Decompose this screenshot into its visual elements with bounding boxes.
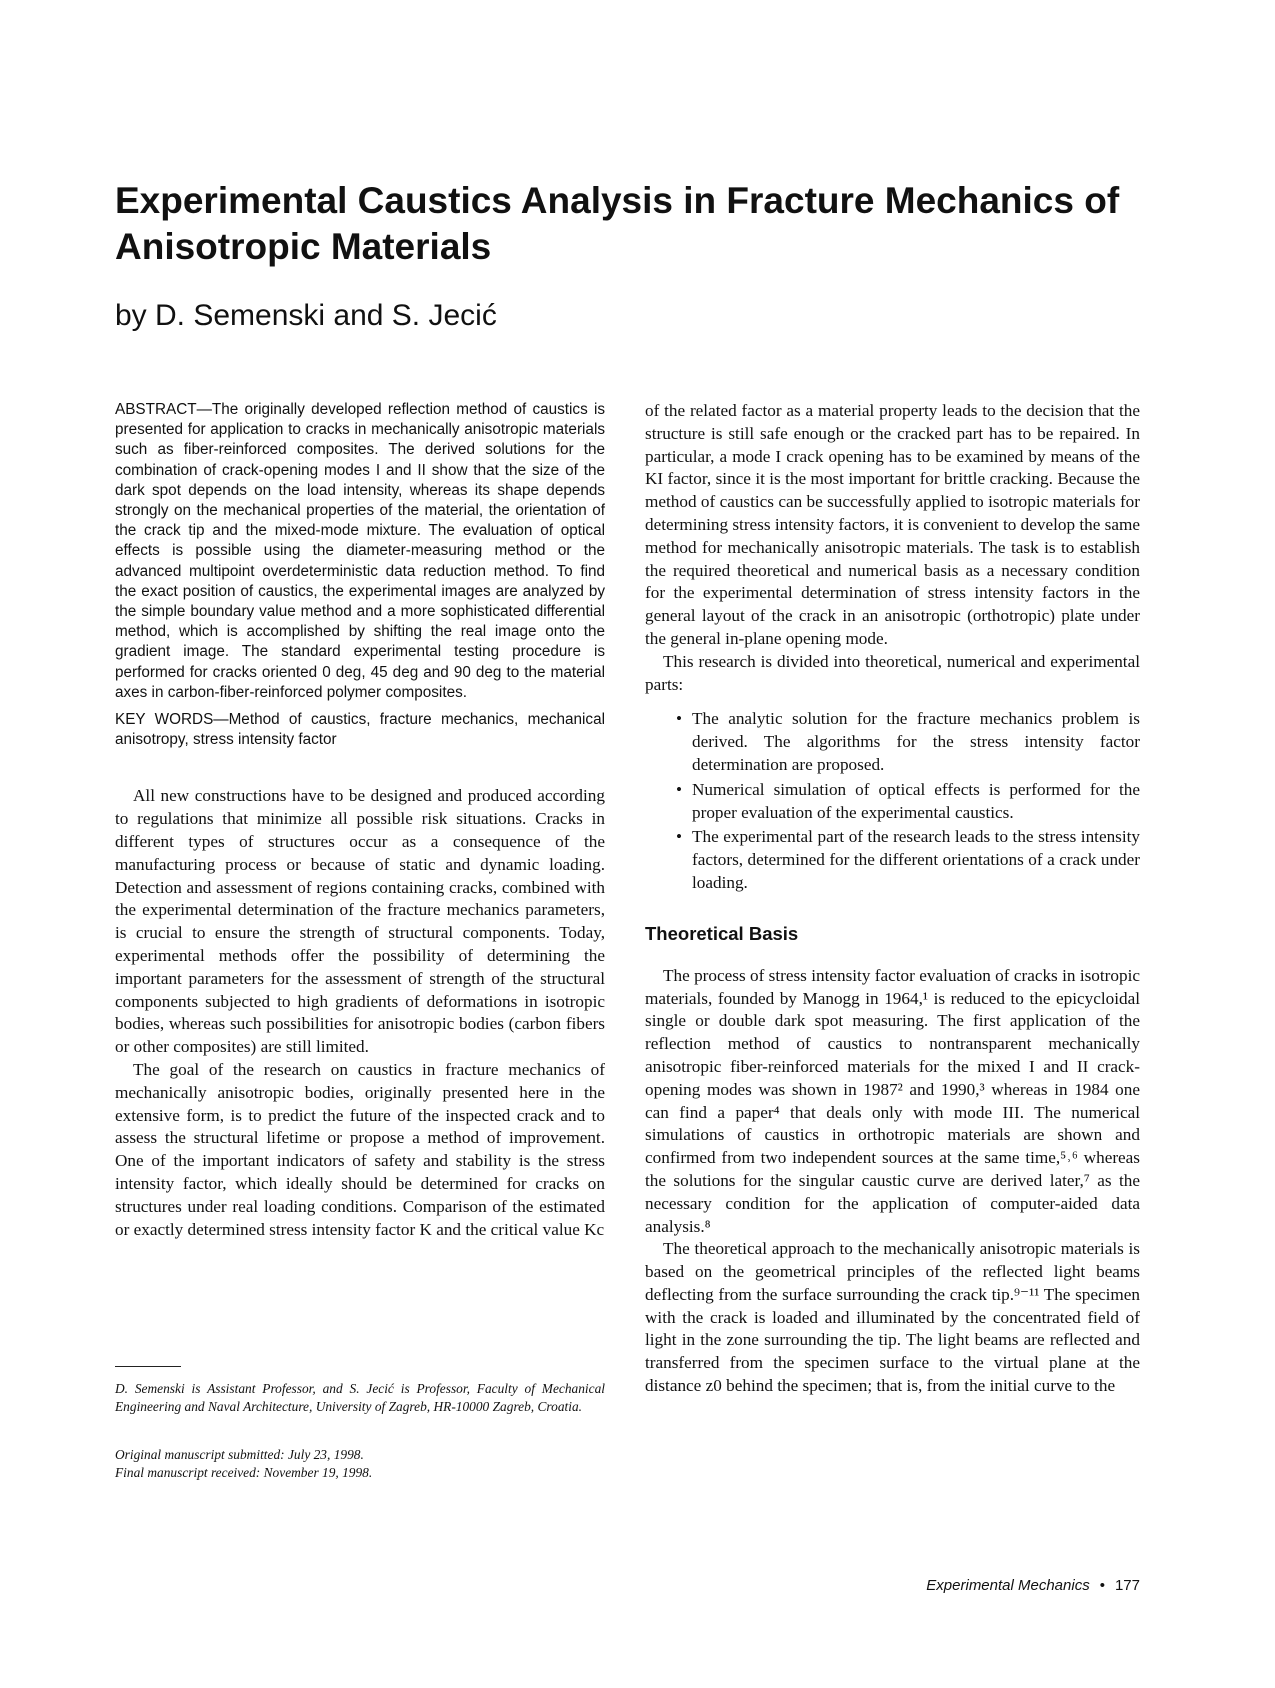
section-heading: Theoretical Basis (645, 922, 799, 944)
author-affiliation-footnote: D. Semenski is Assistant Professor, and S. Jecić is Professor, Faculty of Mechanical Engineering and Naval Architecture, University of Zagreb, HR-10000 Zagreb, Croatia. (115, 1381, 605, 1415)
body-paragraph: All new constructions have to be designed and produced according to regulations that minimize all possible risk situations. Cracks in different types of structures occur as a consequence of the manufacturing process or because of static and dynamic loading. Detection and assessment of regions containing cracks, combined with the experimental determination of the fracture mechanics parameters, is crucial to ensure the strength of structural components. Today, experimental methods offer the possibility of determining the important parameters for the assessment of strength of the structural components subjected to high gradients of deformations in isotropic bodies, whereas such possibilities for anisotropic bodies (carbon fibers or other composites) are still limited. (115, 786, 605, 1057)
footnote-divider (115, 1366, 181, 1367)
bullet-icon: • (676, 709, 683, 729)
list-item (676, 779, 1140, 825)
right-column (645, 400, 1140, 1398)
journal-name: Experimental Mechanics (926, 1577, 1090, 1594)
submitted-date: Original manuscript submitted: July 23, 1998. (115, 1447, 364, 1462)
list-item-text: Numerical simulation of optical effects is performed for the proper evaluation of the experimental caustics. (692, 779, 1140, 822)
page-number: 177 (1114, 1577, 1140, 1594)
bullet-icon: • (676, 827, 683, 847)
body-paragraph: The process of stress intensity factor evaluation of cracks in isotropic materials, founded by Manogg in 1964,¹ is reduced to the epicycloidal single or double dark spot measuring. The first application of the reflection method of caustics to nontransparent mechanically anisotropic fiber-reinforced materials for the mixed I and II crack-opening modes was shown in 1987² and 1990,³ whereas in 1984 one can find a paper⁴ that deals only with mode III. The numerical simulations of caustics in orthotropic materials are shown and confirmed from two independent sources at the same time,⁵˒⁶ whereas the solutions for the singular caustic curve are derived later,⁷ as the necessary condition for the application of computer-aided data analysis.⁸ (645, 965, 1140, 1236)
bullet-icon: • (676, 779, 683, 799)
list-item (676, 708, 1140, 776)
list-item (676, 826, 1140, 894)
body-paragraph: The goal of the research on caustics in fracture mechanics of mechanically anisotropic bodies, originally presented here in the extensive form, is to predict the future of the inspected crack and to assess the structural lifetime or propose a method of improvement. One of the important indicators of safety and stability is the stress intensity factor, which ideally should be determined for cracks on structures under real loading conditions. Comparison of the estimated or exactly determined stress intensity factor K and the critical value Kc (115, 1060, 605, 1239)
list-item-text: The experimental part of the research leads to the stress intensity factors, determined for the different orientations of a crack under loading. (692, 827, 1140, 892)
received-date: Final manuscript received: November 19, 1998. (115, 1465, 373, 1481)
page-footer (926, 1577, 1140, 1594)
list-item-text: The analytic solution for the fracture mechanics problem is derived. The algorithms for the stress intensity factor determination are proposed. (692, 709, 1140, 774)
footer-separator: • (1099, 1577, 1105, 1594)
manuscript-dates-footnote (115, 1446, 605, 1483)
research-parts-list (645, 708, 1140, 894)
body-paragraph: This research is divided into theoretical, numerical and experimental parts: (645, 651, 1140, 694)
left-column (115, 400, 605, 1241)
abstract: ABSTRACT—The originally developed reflection method of caustics is presented for application to cracks in mechanically anisotropic materials such as fiber-reinforced composites. The derived solutions for the combination of crack-opening modes I and II show that the size of the dark spot depends on the load intensity, whereas its shape depends strongly on the mechanical properties of the material, the orientation of the crack tip and the mixed-mode mixture. The evaluation of optical effects is possible using the diameter-measuring method or the advanced multipoint overdeterministic data reduction method. To find the exact position of caustics, the experimental images are analyzed by the simple boundary value method and a more sophisticated differential method, which is accomplished by shifting the real image onto the gradient image. The standard experimental testing procedure is performed for cracks oriented 0 deg, 45 deg and 90 deg to the material axes in carbon-fiber-reinforced polymer composites. (115, 401, 605, 701)
key-words: KEY WORDS—Method of caustics, fracture mechanics, mechanical anisotropy, stress intensity factor (115, 711, 605, 749)
body-paragraph: The theoretical approach to the mechanically anisotropic materials is based on the geometrical principles of the reflected light beams deflecting from the surface surrounding the crack tip.⁹⁻¹¹ The specimen with the crack is loaded and illuminated by the concentrated field of light in the zone surrounding the tip. The light beams are reflected and transferred from the specimen surface to the virtual plane at the distance z0 behind the specimen; that is, from the initial curve to the (645, 1239, 1140, 1396)
article-title: Experimental Caustics Analysis in Fracture Mechanics of Anisotropic Materials (115, 180, 1120, 267)
author-byline: by D. Semenski and S. Jecić (115, 299, 497, 332)
body-paragraph: of the related factor as a material property leads to the decision that the structure is still safe enough or the cracked part has to be repaired. In particular, a mode I crack opening has to be examined by means of the KI factor, since it is the most important for brittle cracking. Because the method of caustics can be successfully applied to isotropic materials for determining stress intensity factors, it is convenient to develop the same method for mechanically anisotropic materials. The task is to establish the required theoretical and numerical basis as a necessary condition for the experimental determination of stress intensity factors in the general layout of the crack in an anisotropic (orthotropic) plate under the general in-plane opening mode. (645, 401, 1140, 648)
